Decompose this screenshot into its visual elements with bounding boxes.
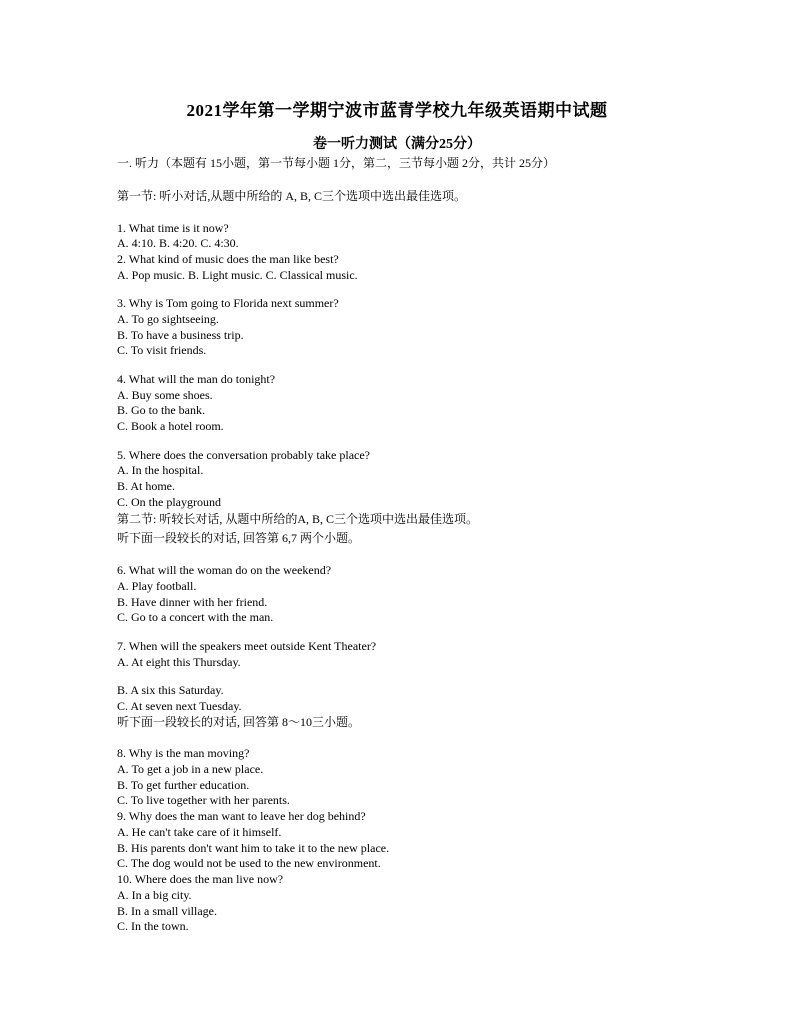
part2-instruction: 第二节: 听较长对话, 从题中所给的A, B, C三个选项中选出最佳选项。 [117,512,479,526]
q3-question: 3. Why is Tom going to Florida next summer? [117,296,339,310]
q7-option-a: A. At eight this Thursday. [117,655,241,669]
q6-option-b: B. Have dinner with her friend. [117,595,268,609]
q9-question: 9. Why does the man want to leave her dog behind? [117,809,366,823]
q10-option-b: B. In a small village. [117,904,217,918]
q9-option-c: C. The dog would not be used to the new environment. [117,856,381,870]
exam-subtitle: 卷一听力测试（满分25分） [313,137,481,152]
q5-option-b: B. At home. [117,479,176,493]
q8-option-a: A. To get a job in a new place. [117,762,264,776]
q8-option-c: C. To live together with her parents. [117,793,290,807]
q6-option-a: A. Play football. [117,579,197,593]
q3-option-c: C. To visit friends. [117,343,207,357]
q6-option-c: C. Go to a concert with the man. [117,610,274,624]
q9-option-b: B. His parents don't want him to take it to the new place. [117,841,390,855]
q7-question: 7. When will the speakers meet outside Kent Theater? [117,639,377,653]
q4-option-a: A. Buy some shoes. [117,388,213,402]
q1-options: A. 4:10. B. 4:20. C. 4:30. [117,236,239,250]
q5-option-c: C. On the playground [117,495,221,509]
q9-option-a: A. He can't take care of it himself. [117,825,282,839]
q7-option-c: C. At seven next Tuesday. [117,699,242,713]
q3-option-a: A. To go sightseeing. [117,312,219,326]
q4-option-b: B. Go to the bank. [117,403,205,417]
q7-option-b: B. A six this Saturday. [117,683,224,697]
section-header: 一. 听力（本题有 15小题，第一节每小题 1分，第二，三节每小题 2分，共计 25分） [117,156,556,170]
exam-title: 2021学年第一学期宁波市蓝青学校九年级英语期中试题 [186,101,608,120]
q4-option-c: C. Book a hotel room. [117,419,224,433]
q10-option-c: C. In the town. [117,919,189,933]
q5-option-a: A. In the hospital. [117,463,204,477]
q8-question: 8. Why is the man moving? [117,746,250,760]
part2-sub-instruction-1: 听下面一段较长的对话, 回答第 6,7 两个小题。 [117,531,361,545]
q10-option-a: A. In a big city. [117,888,192,902]
q6-question: 6. What will the woman do on the weekend? [117,563,332,577]
q4-question: 4. What will the man do tonight? [117,372,276,386]
q2-options: A. Pop music. B. Light music. C. Classical music. [117,268,358,282]
q10-question: 10. Where does the man live now? [117,872,284,886]
q1-question: 1. What time is it now? [117,221,229,235]
q2-question: 2. What kind of music does the man like best? [117,252,339,266]
q3-option-b: B. To have a business trip. [117,328,244,342]
part1-instruction: 第一节: 听小对话,从题中所给的 A, B, C三个选项中选出最佳选项。 [117,189,467,203]
q8-option-b: B. To get further education. [117,778,250,792]
part2-sub-instruction-2: 听下面一段较长的对话, 回答第 8～10三小题。 [117,715,361,729]
q5-question: 5. Where does the conversation probably take place? [117,448,371,462]
